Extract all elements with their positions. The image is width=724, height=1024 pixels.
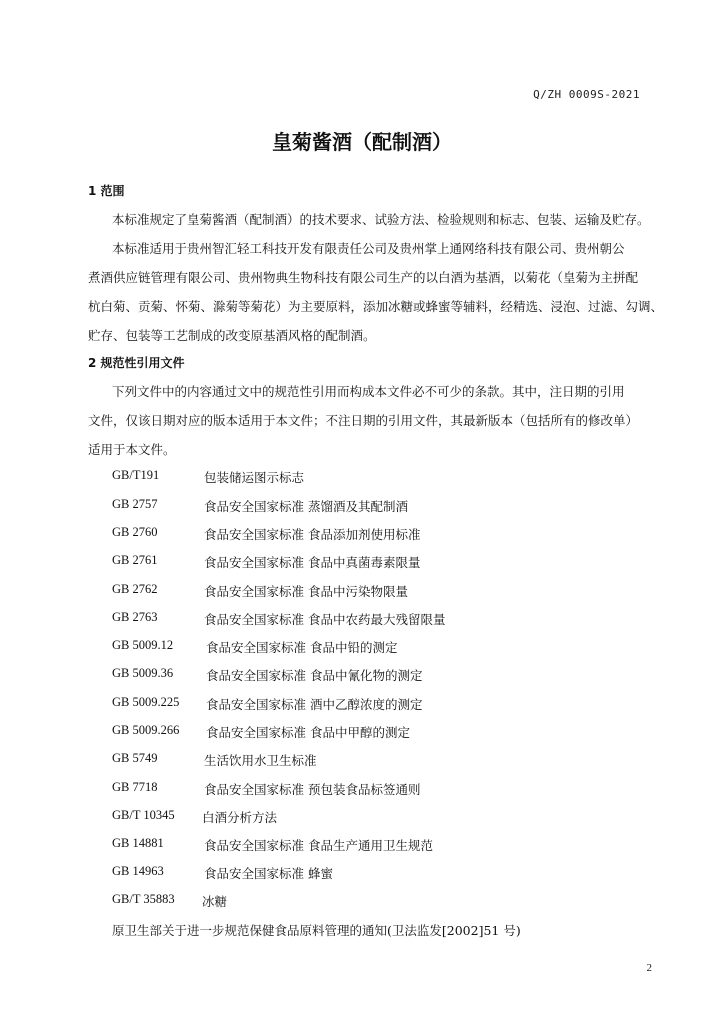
reference-code: GB 5009.225 <box>112 695 180 709</box>
reference-code: GB/T191 <box>112 468 160 482</box>
reference-title: 食品安全国家标准 食品中铅的测定 <box>206 640 398 655</box>
reference-title: 食品安全国家标准 食品中真菌毒素限量 <box>204 555 421 570</box>
reference-title: 食品安全国家标准 蒸馏酒及其配制酒 <box>204 499 408 514</box>
standard-code: Q/ZH 0009S-2021 <box>533 88 640 101</box>
section-1-paragraph-1: 本标准规定了皇菊酱酒（配制酒）的技术要求、试验方法、检验规则和标志、包装、运输及贮存。 <box>112 212 650 227</box>
section-1-heading: 1 范围 <box>88 184 125 198</box>
document-title: 皇菊酱酒（配制酒） <box>272 130 452 154</box>
reference-code: GB 5009.36 <box>112 666 174 680</box>
reference-code: GB 2757 <box>112 497 158 511</box>
section-1-paragraph-2-line-4: 贮存、包装等工艺制成的改变原基酒风格的配制酒。 <box>88 328 376 343</box>
reference-code: GB 5009.12 <box>112 638 174 652</box>
section-2-intro-line-3: 适用于本文件。 <box>88 442 176 457</box>
section-2-intro-line-2: 文件，仅该日期对应的版本适用于本文件；不注日期的引用文件，其最新版本（包括所有的修改单） <box>88 413 639 428</box>
reference-title: 生活饮用水卫生标准 <box>204 753 317 768</box>
section-1-paragraph-2-line-1: 本标准适用于贵州智汇轻工科技开发有限责任公司及贵州掌上通网络科技有限公司、贵州朝公 <box>112 241 625 256</box>
reference-title: 冰糖 <box>202 894 228 909</box>
reference-code: GB 14881 <box>112 836 164 850</box>
reference-code: GB 14963 <box>112 864 164 878</box>
section-1-paragraph-2-line-3: 杭白菊、贡菊、怀菊、滁菊等菊花）为主要原料，添加冰糖或蜂蜜等辅料，经精选、浸泡、过滤、勾调、 <box>88 299 664 314</box>
section-2-intro-line-1: 下列文件中的内容通过文中的规范性引用而构成本文件必不可少的条款。其中，注日期的引用 <box>112 384 625 399</box>
reference-title: 食品安全国家标准 蜂蜜 <box>204 866 333 881</box>
reference-code: GB 2763 <box>112 610 158 624</box>
reference-code: GB 5749 <box>112 751 158 765</box>
section-1-paragraph-2-line-2: 煮酒供应链管理有限公司、贵州物典生物科技有限公司生产的以白酒为基酒，以菊花（皇菊为主拼配 <box>88 270 639 285</box>
reference-final-note: 原卫生部关于进一步规范保健食品原料管理的通知(卫法监发[2002]51 号) <box>112 923 521 938</box>
section-2-heading: 2 规范性引用文件 <box>88 356 185 370</box>
reference-title: 食品安全国家标准 食品生产通用卫生规范 <box>204 838 433 853</box>
reference-title: 包装储运图示标志 <box>204 470 305 485</box>
reference-title: 食品安全国家标准 食品中农药最大残留限量 <box>204 612 446 627</box>
reference-code: GB 2761 <box>112 553 158 567</box>
reference-title: 食品安全国家标准 酒中乙醇浓度的测定 <box>206 697 423 712</box>
reference-title: 食品安全国家标准 食品中污染物限量 <box>204 584 408 599</box>
reference-title: 食品安全国家标准 食品添加剂使用标准 <box>204 527 421 542</box>
reference-title: 食品安全国家标准 食品中甲醇的测定 <box>206 725 410 740</box>
reference-code: GB 2760 <box>112 525 158 539</box>
reference-code: GB/T 35883 <box>112 892 175 906</box>
reference-code: GB 5009.266 <box>112 723 180 737</box>
reference-code: GB 2762 <box>112 582 158 596</box>
page-number: 2 <box>646 962 652 974</box>
reference-title: 食品安全国家标准 预包装食品标签通则 <box>204 782 421 797</box>
reference-code: GB/T 10345 <box>112 808 175 822</box>
reference-code: GB 7718 <box>112 780 158 794</box>
reference-title: 白酒分析方法 <box>202 810 278 825</box>
reference-title: 食品安全国家标准 食品中氰化物的测定 <box>206 668 423 683</box>
